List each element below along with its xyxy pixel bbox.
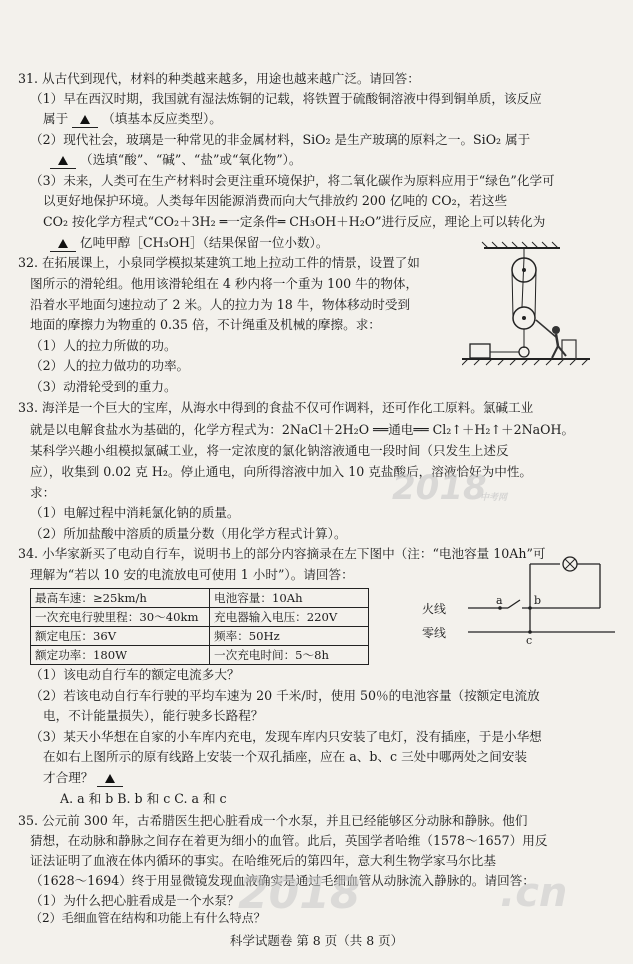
- table-row: [31, 589, 369, 608]
- q32-2: （2）人的拉力做功的功率。: [30, 358, 190, 373]
- q32-stem-d: 地面的摩擦力为物重的 0.35 倍，不计绳重及机械的摩擦。求：: [30, 317, 381, 332]
- table-cell: 充电器输入电压：220V: [210, 608, 369, 627]
- q34-3c: 才合理？: [43, 769, 123, 787]
- table-row: [31, 646, 369, 665]
- q33-stem-c: 某科学兴趣小组模拟氯碱工业，将一定浓度的氯化钠溶液通电一段时间（只发生上述反: [30, 443, 509, 458]
- q33-2: （2）所加盐酸中溶质的质量分数（用化学方程式计算）。: [30, 526, 347, 541]
- neutral-wire-label: 零线: [422, 626, 447, 640]
- q34-options: A. a 和 b B. b 和 c C. a 和 c: [60, 791, 227, 806]
- q32-1: （1）人的拉力所做的功。: [30, 338, 177, 353]
- q35-1: （1）为什么把心脏看成是一个水泵？: [30, 893, 240, 908]
- triangle-icon: [58, 156, 68, 165]
- q35-stem-d: （1628～1694）终于用显微镜发现血液确实是通过毛细血管从动脉流入静脉的。请回答：: [30, 873, 535, 888]
- q31-3: （3）未来，人类可在生产材料时会更注重环境保护，将二氧化碳作为原料应用于“绿色”化学可: [30, 173, 555, 188]
- table-row: [31, 608, 369, 627]
- answer-blank[interactable]: [72, 110, 98, 128]
- table-cell: 电池容量：10Ah: [210, 589, 369, 608]
- q31-2b: （选填“酸”、“碱”、“盐”或“氧化物”）。: [50, 151, 302, 169]
- triangle-icon: [105, 774, 115, 783]
- triangle-icon: [58, 239, 68, 248]
- q32-stem: 32. 在拓展课上，小泉同学模拟某建筑工地上拉动工件的情景，设置了如: [18, 255, 420, 270]
- point-b-label: b: [534, 594, 542, 607]
- table-cell: 一次充电行驶里程：30～40km: [31, 608, 210, 627]
- q33-stem-d: 应），收集到 0.02 克 H₂。停止通电，向所得溶液中加入 10 克盐酸后，溶液恰好为中性。: [30, 464, 533, 479]
- watermark-domain: .cn: [500, 870, 568, 916]
- q35-stem-b: 猜想，在动脉和静脉之间存在着更为细小的血管。此后，英国学者哈维（1578～1657）用反: [30, 833, 548, 848]
- live-wire-label: 火线: [422, 602, 447, 616]
- q32-stem-b: 图所示的滑轮组。他用该滑轮组在 4 秒内将一个重为 100 牛的物体，: [30, 276, 419, 291]
- q31-1: （1）早在西汉时期，我国就有湿法炼铜的记载，将铁置于硫酸铜溶液中得到铜单质，该反应: [30, 91, 542, 106]
- spec-table: [30, 588, 369, 665]
- q35-2: （2）毛细血管在结构和功能上有什么特点？: [30, 911, 266, 925]
- q31-3d: 亿吨甲醇［CH₃OH］（结果保留一位小数）。: [50, 234, 328, 252]
- q34-stem-b: 理解为“若以 10 安的电流放电可使用 1 小时”）。请回答：: [30, 567, 354, 582]
- q31-3b: 以更好地保护环境。人类每年因能源消费而向大气排放约 200 亿吨的 CO₂，若这些: [43, 193, 508, 208]
- page-footer: 科学试题卷 第 8 页（共 8 页）: [229, 933, 404, 948]
- q34-2: （2）若该电动自行车行驶的平均车速为 20 千米/时，使用 50％的电池容量（按额定电流放: [30, 688, 540, 703]
- table-cell: 额定功率：180W: [31, 646, 210, 665]
- point-c-label: c: [526, 634, 533, 647]
- watermark-site: 中考网: [480, 493, 508, 503]
- q31-1b: 属于 （填基本反应类型）。: [43, 111, 222, 126]
- answer-blank[interactable]: [50, 234, 76, 252]
- table-row: [31, 627, 369, 646]
- circuit-figure: [420, 556, 620, 647]
- answer-blank[interactable]: [97, 769, 123, 787]
- q32-stem-c: 沿着水平地面匀速拉动了 2 米。人的拉力为 18 牛，物体移动时受到: [30, 297, 411, 312]
- table-cell: 最高车速：≥25km/h: [31, 589, 210, 608]
- q33-stem: 33. 海洋是一个巨大的宝库，从海水中得到的食盐不仅可作调料，还可作化工原料。氯碱工业: [18, 400, 534, 415]
- q33-1: （1）电解过程中消耗氯化钠的质量。: [30, 505, 240, 520]
- answer-blank[interactable]: [50, 151, 76, 169]
- q31-stem: 31. 从古代到现代，材料的种类越来越多，用途也越来越广泛。请回答：: [18, 71, 420, 86]
- table-cell: 额定电压：36V: [31, 627, 210, 646]
- pulley-figure: [462, 240, 592, 380]
- table-cell: 频率：50Hz: [210, 627, 369, 646]
- point-a-label: a: [496, 594, 503, 607]
- q34-stem: 34. 小华家新买了电动自行车，说明书上的部分内容摘录在左下图中（注：“电池容量 10Ah”可: [18, 546, 546, 561]
- watermark-logo: 2018: [392, 468, 487, 508]
- q34-3b: 在如右上图所示的原有线路上安装一个双孔插座，应在 a、b、c 三处中哪两处之间安装: [43, 749, 528, 764]
- q33-stem-e: 求：: [30, 485, 56, 500]
- q32-3: （3）动滑轮受到的重力。: [30, 379, 177, 394]
- table-cell: 一次充电时间：5～8h: [210, 646, 369, 665]
- q31-3c: CO₂ 按化学方程式“CO₂＋3H₂ ═一定条件═ CH₃OH＋H₂O”进行反应，理论上可以转化为: [43, 214, 546, 229]
- triangle-icon: [80, 115, 90, 124]
- q35-stem-c: 证法证明了血液在体内循环的事实。在哈维死后的第四年，意大利生物学家马尔比基: [30, 853, 496, 868]
- q33-stem-b: 就是以电解食盐水为基础的，化学方程式为：2NaCl＋2H₂O ══通电══ Cl₂↑＋H₂↑＋2NaOH。: [30, 422, 575, 437]
- q35-stem: 35. 公元前 300 年，古希腊医生把心脏看成一个水泵，并且已经能够区分动脉和静脉。他们: [18, 813, 528, 828]
- q34-3: （3）某天小华想在自家的小车库内充电，发现车库内只安装了电灯，没有插座，于是小华想: [30, 729, 542, 744]
- watermark-logo: 2018: [238, 868, 361, 919]
- q31-2: （2）现代社会，玻璃是一种常见的非金属材料，SiO₂ 是生产玻璃的原料之一。SiO₂ 属于: [30, 132, 531, 147]
- q34-1: （1）该电动自行车的额定电流多大？: [30, 667, 240, 682]
- q34-2b: 电，不计能量损失），能行驶多长路程？: [43, 708, 264, 723]
